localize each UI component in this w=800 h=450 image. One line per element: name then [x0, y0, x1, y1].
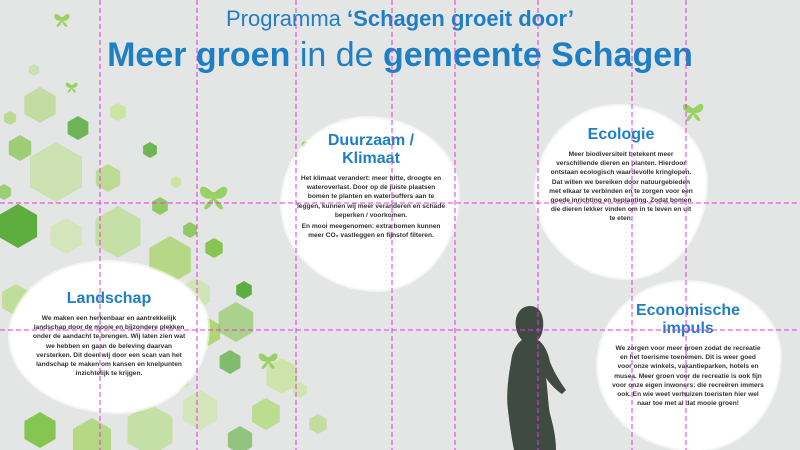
- hexagon-shape: [96, 206, 141, 258]
- hexagon-shape: [252, 398, 280, 430]
- panel-landschap: [30, 290, 188, 378]
- duurzaam-heading-line2: Klimaat: [342, 150, 400, 167]
- hexagon-shape: [219, 302, 254, 342]
- programme-name: ‘Schagen groeit door’: [347, 6, 574, 31]
- hexagon-shape: [68, 116, 89, 140]
- hexagon-shape: [228, 426, 252, 450]
- hexagon-shape: [220, 350, 241, 374]
- hexagon-shape: [96, 164, 120, 192]
- hexagon-shape: [171, 176, 181, 188]
- economie-body: We zorgen voor meer groen zodat de recreatie en het toerisme toenemen. Dit is weer goed voor onze winkels, vakantieparken, hotels en musea. Meer groen voor de recreatie is ook fijn voor onze eigen inwoners: die recreëren immers ook. En wie weet verhuizen toeristen hier wel naar toe met al dat mooie groen!: [612, 345, 764, 408]
- duurzaam-body-2: En mooi meegenomen: extra bomen kunnen meer CO₂ vastleggen en fijnstof filteren.: [301, 223, 441, 240]
- economie-heading-line2: impuls: [662, 320, 714, 337]
- panel-economie: [612, 302, 764, 408]
- page-title: [0, 36, 800, 75]
- programme-subtitle: [0, 6, 800, 32]
- hexagon-shape: [309, 414, 326, 434]
- hexagon-shape: [143, 142, 157, 158]
- economie-heading: [612, 302, 764, 338]
- hexagon-shape: [266, 358, 297, 394]
- hexagon-shape: [236, 281, 252, 299]
- hexagon-shape: [24, 412, 55, 448]
- duurzaam-heading: [296, 132, 446, 168]
- hexagon-shape: [110, 103, 126, 121]
- hexagon-shape: [9, 135, 32, 161]
- panel-duurzaam: [296, 132, 446, 240]
- duurzaam-heading-line1: Duurzaam /: [327, 132, 415, 149]
- hexagon-shape: [0, 184, 11, 200]
- landschap-body: We maken een herkenbaar en aantrekkelijk landschap door de mooie en bijzondere plekken onder de aandacht te brengen. Wij laten zien wat we hebben en gaan de beleving daarvan versterken. Dit doen wij door een scan van het landschap te maken om kansen en knelpunten inzichtelijk te krijgen.: [32, 315, 186, 378]
- ecologie-heading: Ecologie: [587, 126, 655, 143]
- programme-prefix: Programma: [226, 6, 341, 31]
- hexagon-shape: [183, 222, 197, 238]
- hexagon-shape: [30, 142, 82, 202]
- panel-ecologie: [548, 126, 694, 224]
- duurzaam-body-1: Het klimaat verandert: meer hitte, droogte en wateroverlast. Door op de juiste plaatsen bomen te planten en waterbuffers aan te leggen, kunnen wij meer veranderen en schade beperken / voorkomen.: [296, 175, 446, 219]
- hexagon-shape: [128, 404, 173, 450]
- hexagon-shape: [73, 418, 111, 450]
- hexagon-shape: [152, 197, 168, 215]
- hexagon-shape: [0, 204, 37, 248]
- landschap-heading: Landschap: [66, 290, 152, 307]
- hexagon-shape: [24, 87, 55, 123]
- hexagon-shape: [183, 390, 218, 430]
- hexagon-shape: [50, 218, 81, 254]
- title-part-3: gemeente Schagen: [383, 36, 693, 74]
- hexagon-shape: [4, 111, 16, 125]
- hexagon-shape: [205, 238, 222, 258]
- title-part-2: in de: [299, 36, 374, 74]
- title-part-1: Meer groen: [107, 36, 291, 74]
- ecologie-body: Meer biodiversiteit betekent meer verschillende dieren en planten. Hierdoor ontstaan ecologisch waardevolle kringlopen. Dat willen we bereiken door natuurgebieden met elkaar te verbinden en te zorgen voor een goede inrichting en beplanting. Zodat bomen die dieren lekker vinden om in te leven en uit te eten.: [549, 151, 693, 223]
- economie-heading-line1: Economische: [635, 302, 741, 319]
